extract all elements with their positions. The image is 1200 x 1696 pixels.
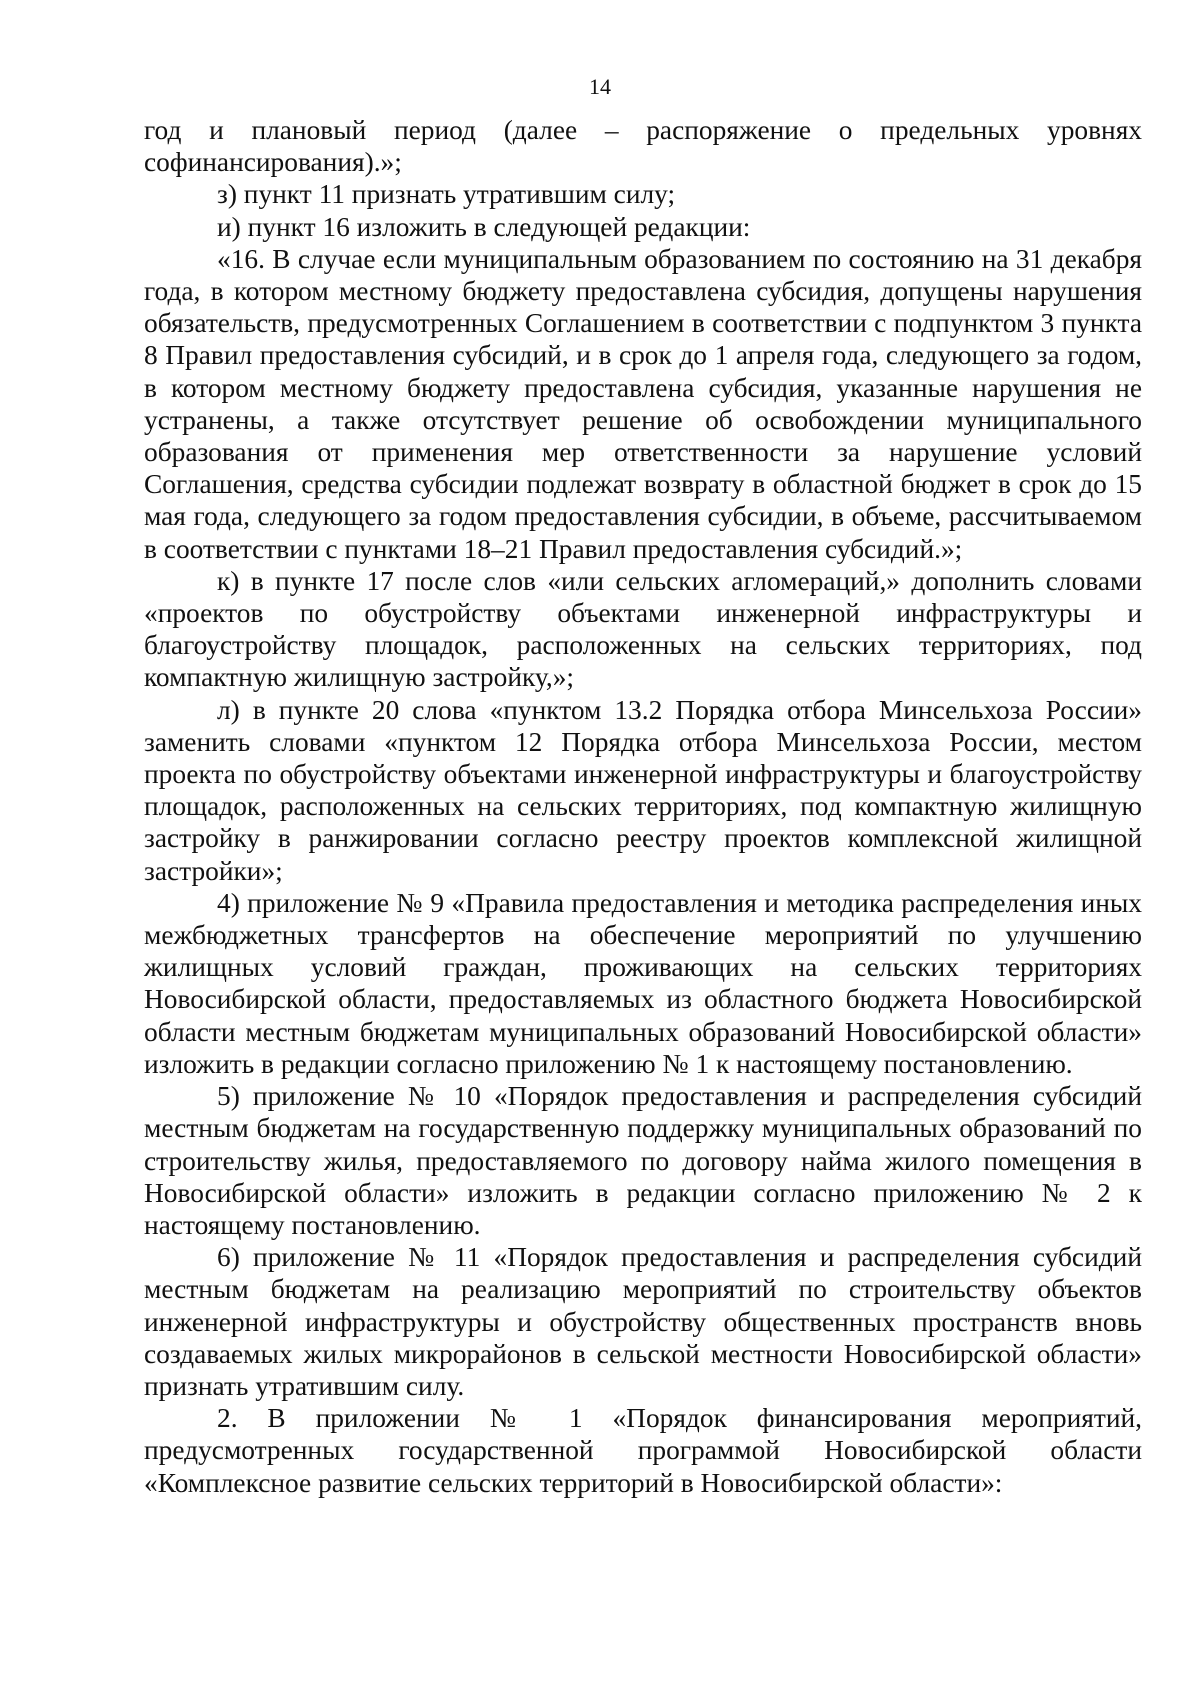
paragraph-item-i: и) пункт 16 изложить в следующей редакции: [217, 211, 751, 242]
paragraph-item-6: 6) приложение № 11 «Порядок предоставления и распределения субсидий местным бюджетам на реализацию мероприятий по строительству объектов инженерной инфраструктуры и обустройству общественных пространств вновь создаваемых жилых микрорайонов в сельской местности Новосибирской области» признать утратившим силу. [144, 1242, 1142, 1401]
paragraph-item-k: к) в пункте 17 после слов «или сельских агломераций,» дополнить словами «проектов по обустройству объектами инженерной инфраструктуры и благоустройству площадок, расположенных на сельских территориях, под компактную жилищную застройку,»; [144, 565, 1142, 693]
paragraph-item-4: 4) приложение № 9 «Правила предоставления и методика распределения иных межбюджетных трансфертов на обеспечение мероприятий по улучшению жилищных условий граждан, проживающих на сельских территориях Новосибирской области, предоставляемых из областного бюджета Новосибирской области местным бюджетам муниципальных образований Новосибирской области» изложить в редакции согласно приложению № 1 к настоящему постановлению. [144, 887, 1142, 1079]
paragraph-item-5: 5) приложение № 10 «Порядок предоставления и распределения субсидий местным бюджетам на государственную поддержку муниципальных образований по строительству жилья, предоставляемого по договору найма жилого помещения в Новосибирской области» изложить в редакции согласно приложению № 2 к настоящему постановлению. [144, 1081, 1142, 1240]
paragraph-item-l: л) в пункте 20 слова «пунктом 13.2 Порядка отбора Минсельхоза России» заменить словами «пунктом 12 Порядка отбора Минсельхоза России, местом проекта по обустройству объектами инженерной инфраструктуры и благоустройству площадок, расположенных на сельских территориях, под компактную жилищную застройку в ранжировании согласно реестру проектов комплексной жилищной застройки»; [144, 694, 1142, 886]
paragraph-item-z: з) пункт 11 признать утратившим силу; [217, 179, 676, 210]
paragraph-continuation: год и плановый период (далее – распоряжение о предельных уровнях софинансирования).»; [144, 115, 1142, 178]
paragraph-clause-16: «16. В случае если муниципальным образованием по состоянию на 31 декабря года, в котором местному бюджету предоставлена субсидия, допущены нарушения обязательств, предусмотренных Соглашением в соответствии с подпунктом 3 пункта 8 Правил предоставления субсидий, и в срок до 1 апреля года, следующего за годом, в котором местному бюджету предоставлена субсидия, указанные нарушения не устранены, а также отсутствует решение об освобождении муниципального образования от применения мер ответственности за нарушение условий Соглашения, средства субсидии подлежат возврату в областной бюджет в срок до 15 мая года, следующего за годом предоставления субсидии, в объеме, рассчитываемом в соответствии с пунктами 18–21 Правил предоставления субсидий.»; [144, 243, 1142, 564]
document-body [144, 114, 1142, 1499]
paragraph-section-2: 2. В приложении № 1 «Порядок финансирования мероприятий, предусмотренных государственной программой Новосибирской области «Комплексное развитие сельских территорий в Новосибирской области»: [144, 1403, 1142, 1498]
page-number: 14 [589, 74, 611, 99]
